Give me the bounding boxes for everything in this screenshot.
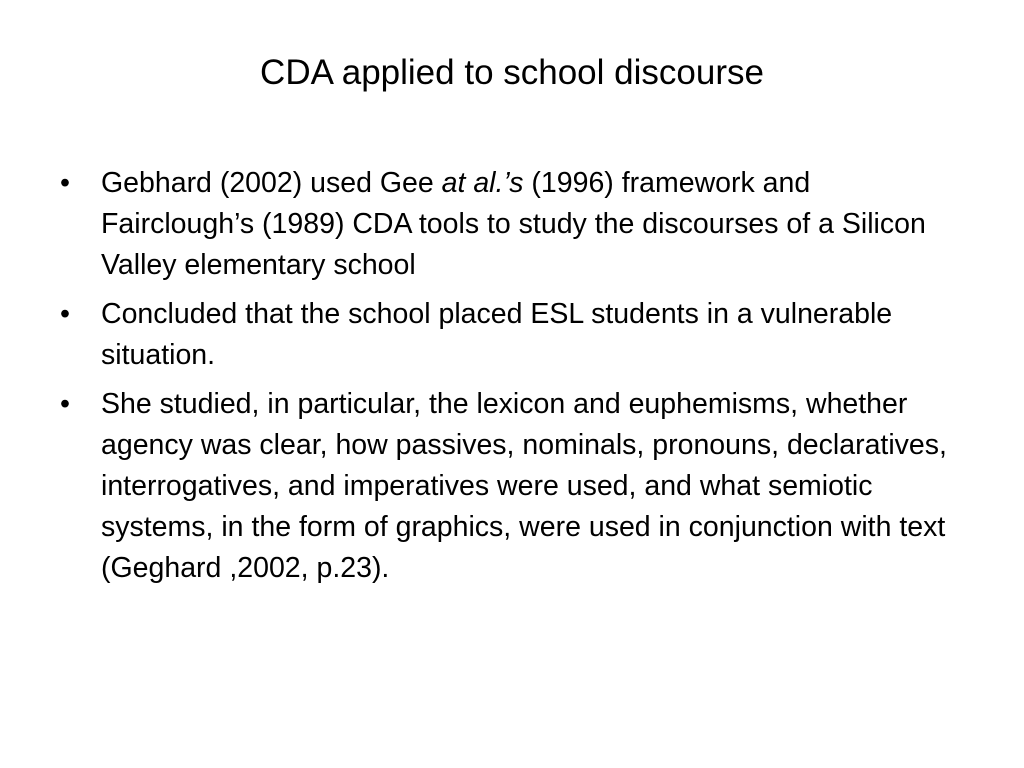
bullet-icon: • xyxy=(60,167,70,199)
bullet-text-segment: (1996) framework and Fairclough’s (1989) CDA tools to study the discourses of a Silicon Valley elementary school xyxy=(101,167,926,281)
bullet-text-segment: Gebhard (2002) used Gee xyxy=(101,167,442,199)
list-item xyxy=(58,163,968,286)
bullet-text-italic: at al.’s xyxy=(441,167,524,199)
list-item xyxy=(58,384,968,589)
bullet-text: Concluded that the school placed ESL students in a vulnerable situation. xyxy=(101,298,893,371)
bullet-text xyxy=(101,167,926,281)
bullet-icon: • xyxy=(60,388,70,420)
bullet-text: She studied, in particular, the lexicon and euphemisms, whether agency was clear, how passives, nominals, pronouns, declaratives, interrogatives, and imperatives were used, and what semiotic systems, in the form of graphics, were used in conjunction with text (Geghard ,2002, p.23). xyxy=(101,388,947,584)
list-item xyxy=(58,294,968,376)
slide-title: CDA applied to school discourse xyxy=(260,53,764,92)
bullet-icon: • xyxy=(60,298,70,330)
bullet-list xyxy=(58,163,968,597)
